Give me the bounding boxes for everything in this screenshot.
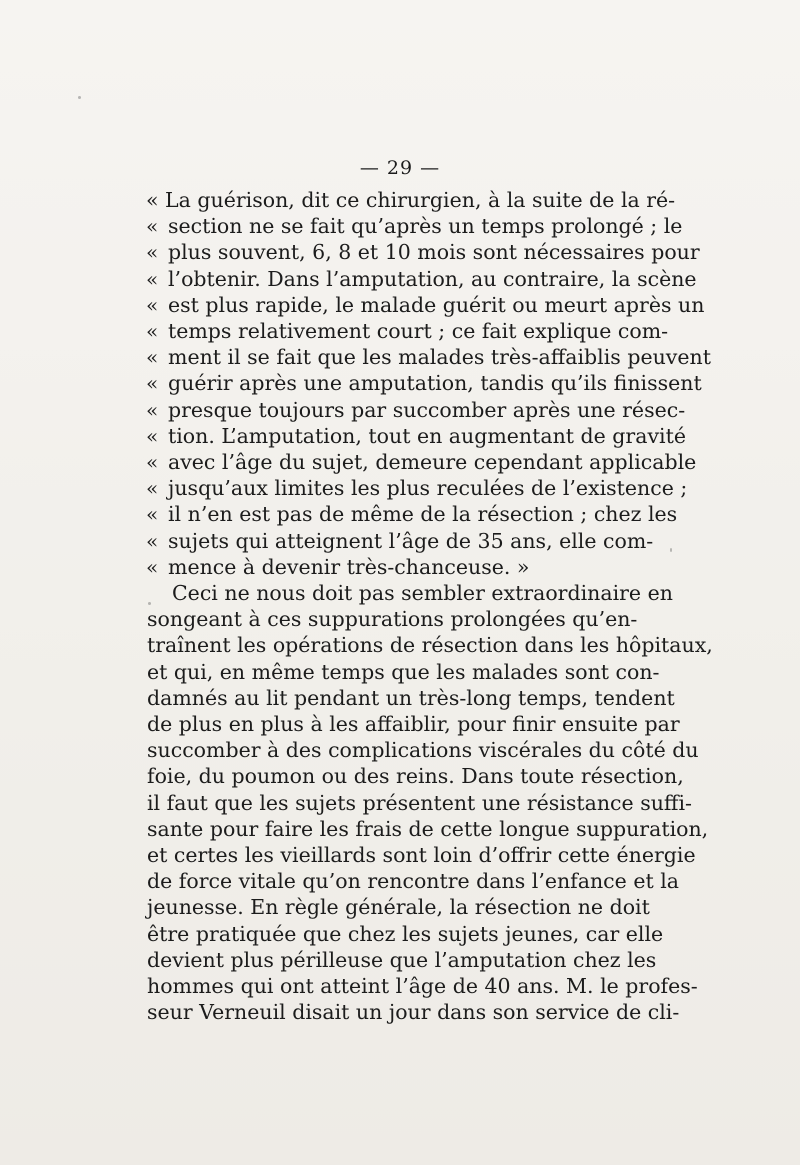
quoted-line: tion. L’amputation, tout en augmentant de gravité <box>168 423 686 448</box>
quoted-line: temps relativement court ; ce fait explique com- <box>168 319 669 343</box>
quoted-line: section ne se fait qu’après un temps prolongé ; le <box>168 214 683 239</box>
quote-mark: « <box>146 240 159 265</box>
quote-mark: « <box>146 502 159 527</box>
quoted-line: l’obtenir. Dans l’amputation, au contraire, la scène <box>168 266 697 291</box>
paper-speck <box>78 96 81 99</box>
body-line: et qui, en même temps que les malades sont con- <box>147 659 660 684</box>
body-line: de plus en plus à les affaiblir, pour finir ensuite par <box>147 712 680 736</box>
paper-speck <box>670 548 672 552</box>
quoted-line: jusqu’aux limites les plus reculées de l’existence ; <box>168 476 688 501</box>
quoted-line: sujets qui atteignent l’âge de 35 ans, elle com- <box>168 528 654 553</box>
body-line: et certes les vieillards sont loin d’offrir cette énergie <box>147 843 696 867</box>
quote-mark: « <box>146 214 159 239</box>
quote-mark: « <box>146 450 159 474</box>
quote-mark: « <box>146 371 159 396</box>
quote-mark: « <box>146 528 159 553</box>
paper-speck <box>148 602 151 605</box>
quoted-line: guérir après une amputation, tandis qu’ils finissent <box>168 371 702 396</box>
quote-mark: « <box>146 345 159 370</box>
quote-mark: « <box>146 266 159 291</box>
quote-mark: « <box>146 292 159 317</box>
body-line: seur Verneuil disait un jour dans son service de cli- <box>147 1000 680 1025</box>
body-line: Ceci ne nous doit pas sembler extraordinaire en <box>172 581 673 605</box>
body-line: songeant à ces suppurations prolongées qu’en- <box>147 607 638 632</box>
quote-mark: « <box>146 554 159 579</box>
quote-mark: « <box>146 423 159 448</box>
quote-mark: « <box>146 476 159 501</box>
quoted-line: avec l’âge du sujet, demeure cependant applicable <box>168 450 697 474</box>
page-number: — 29 — <box>359 157 441 179</box>
quoted-line: plus souvent, 6, 8 et 10 mois sont nécessaires pour <box>168 240 700 265</box>
quote-mark: « <box>146 397 159 422</box>
quoted-line: il n’en est pas de même de la résection ; chez les <box>168 502 678 527</box>
body-line: devient plus périlleuse que l’amputation chez les <box>147 947 657 972</box>
quoted-line: mence à devenir très-chanceuse. » <box>168 554 530 579</box>
quoted-line: presque toujours par succomber après une résec- <box>168 397 686 422</box>
quoted-line: « La guérison, dit ce chirurgien, à la suite de la ré- <box>146 188 676 212</box>
body-line: traînent les opérations de résection dans les hôpitaux, <box>147 633 713 658</box>
body-line: être pratiquée que chez les sujets jeunes, car elle <box>147 921 664 946</box>
body-line: sante pour faire les frais de cette longue suppuration, <box>147 816 709 841</box>
body-line: foie, du poumon ou des reins. Dans toute résection, <box>147 764 684 789</box>
body-line: il faut que les sujets présentent une résistance suffi- <box>147 790 692 815</box>
body-line: succomber à des complications viscérales du côté du <box>147 738 699 763</box>
quoted-line: ment il se fait que les malades très-affaiblis peuvent <box>168 345 711 370</box>
quoted-line: est plus rapide, le malade guérit ou meurt après un <box>168 292 705 317</box>
body-line: jeunesse. En règle générale, la résection ne doit <box>147 895 650 920</box>
body-line: damnés au lit pendant un très-long temps, tendent <box>147 685 675 710</box>
quote-mark: « <box>146 319 159 343</box>
body-line: de force vitale qu’on rencontre dans l’enfance et la <box>147 869 679 894</box>
body-line: hommes qui ont atteint l’âge de 40 ans. M. le profes- <box>147 974 698 998</box>
